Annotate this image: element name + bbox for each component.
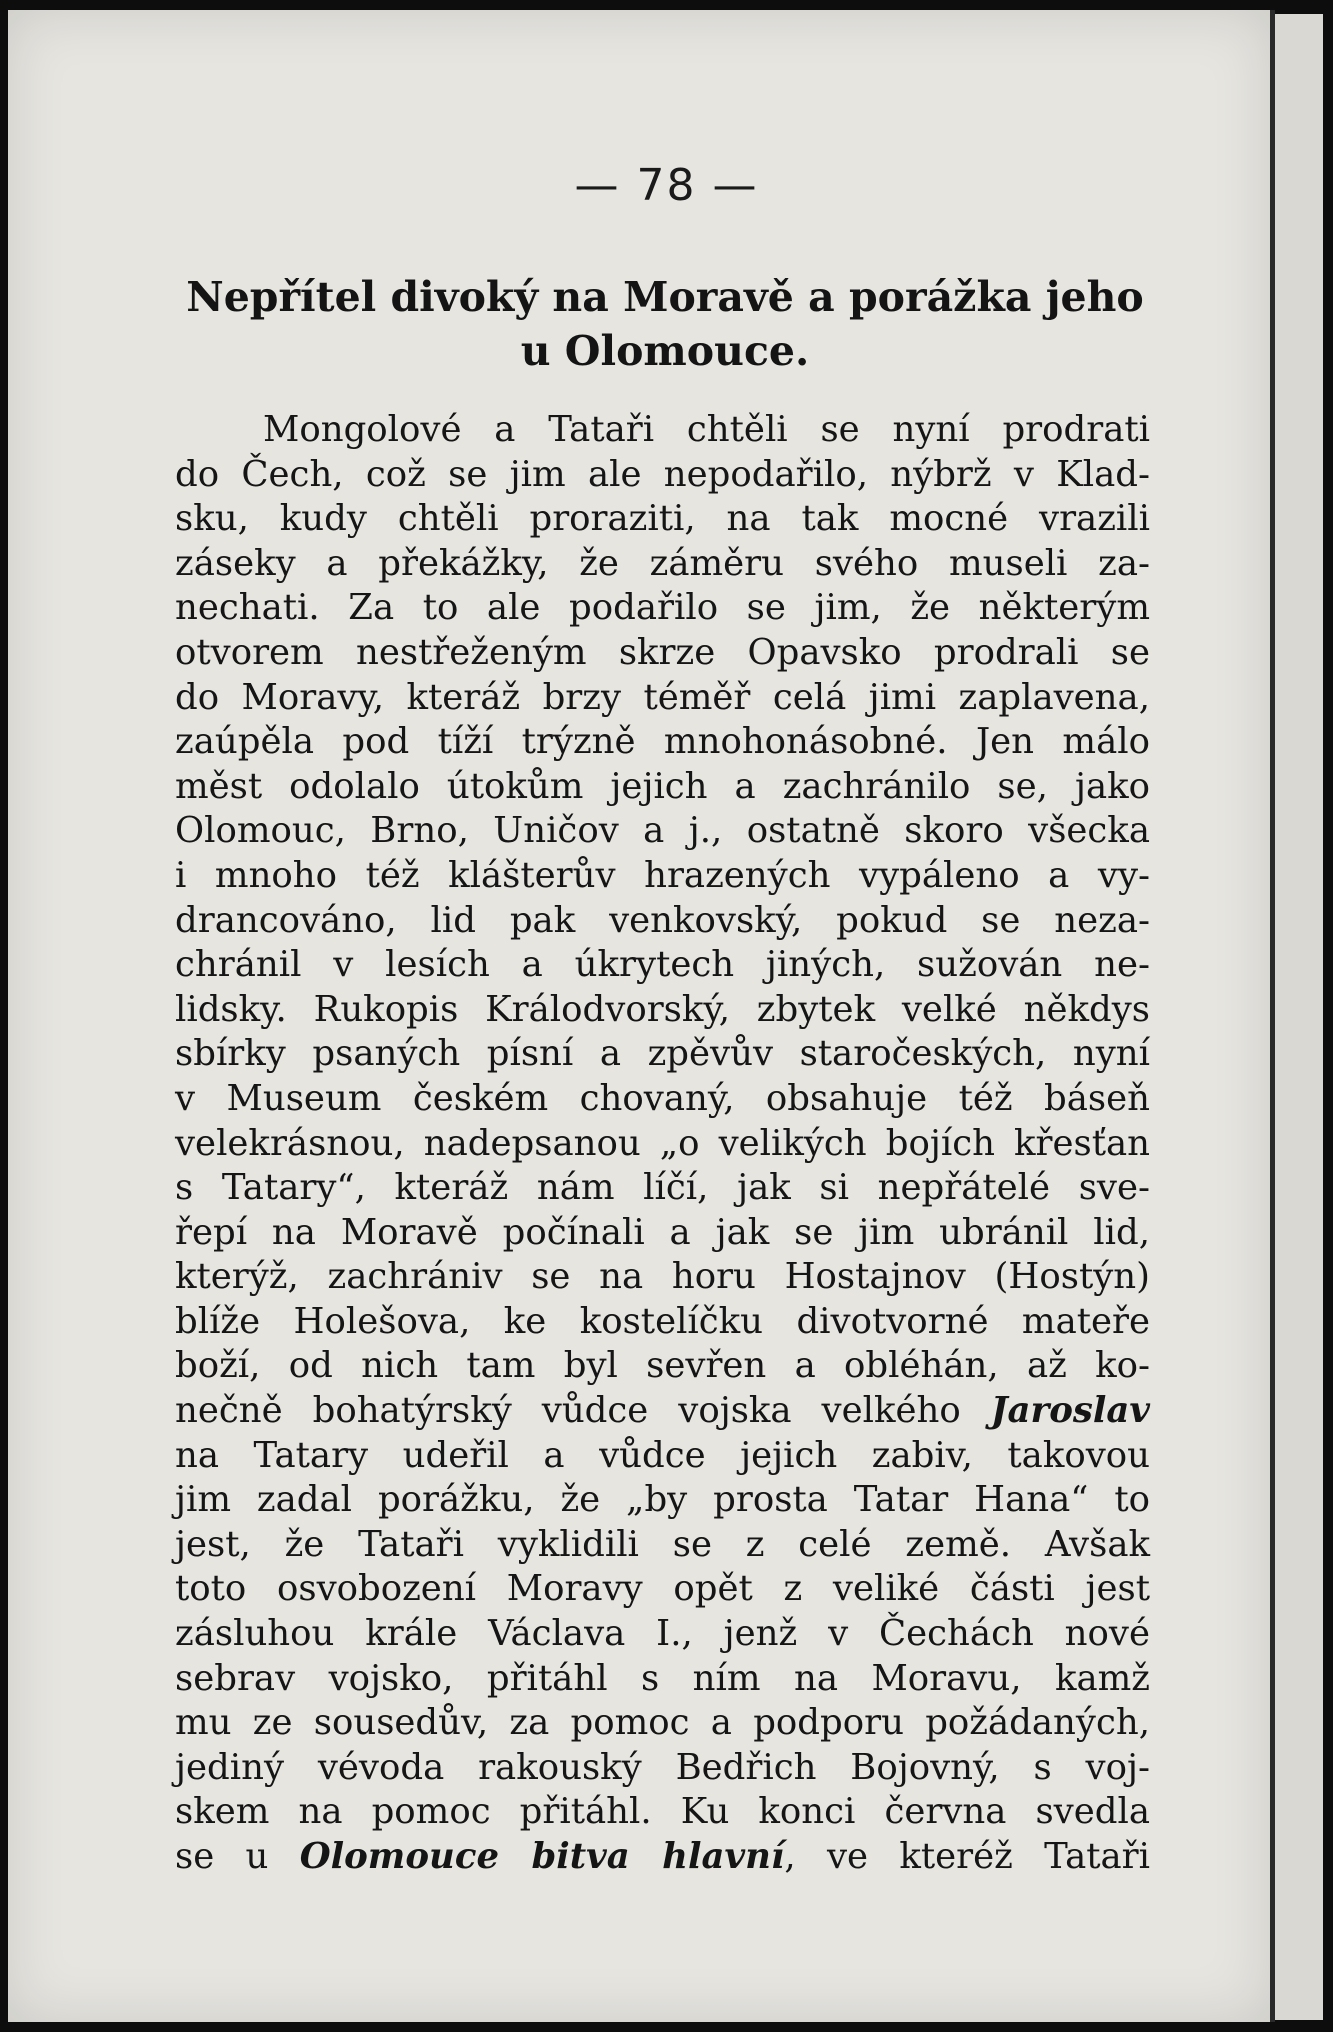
text-line: jim zadal porážku, že „by prosta Tatar Hana“ to: [175, 1479, 1150, 1521]
text-line: záseky a překážky, že záměru svého museli za-: [175, 542, 1150, 584]
text-line: sku, kudy chtěli proraziti, na tak mocné vrazili: [175, 498, 1150, 540]
italic-phrase: Olomouce bitva hlavní: [299, 1836, 785, 1877]
text-line: Mongolové a Tataři chtěli se nyní prodrati: [263, 409, 1150, 450]
text-line: chránil v lesích a úkrytech jiných, sužován ne-: [175, 944, 1150, 986]
text-line: velekrásnou, nadepsanou „o velikých bojích křesťan: [175, 1122, 1150, 1164]
text-line: sbírky psaných písní a zpěvův staročeských, nyní: [175, 1033, 1150, 1075]
page-number: — 78 —: [574, 160, 759, 211]
text-line: otvorem nestřeženým skrze Opavsko prodrali se: [175, 631, 1150, 673]
text-line: s Tatary“, kteráž nám líčí, jak si nepřátelé sve-: [175, 1167, 1150, 1209]
text-line: nechati. Za to ale podařilo se jim, že některým: [175, 587, 1150, 629]
text-line: lidsky. Rukopis Králodvorský, zbytek velké někdys: [175, 988, 1150, 1030]
text-line: toto osvobození Moravy opět z veliké části jest: [175, 1568, 1150, 1610]
text-line: jediný vévoda rakouský Bedřich Bojovný, s voj-: [175, 1746, 1150, 1788]
text-line: skem na pomoc přitáhl. Ku konci června svedla: [175, 1791, 1150, 1833]
text-line: blíže Holešova, ke kostelíčku divotvorné mateře: [175, 1300, 1150, 1342]
text-line: do Moravy, kteráž brzy téměř celá jimi zaplavena,: [175, 676, 1150, 718]
chapter-title: [175, 270, 1155, 378]
text-line: na Tatary udeřil a vůdce jejich zabiv, takovou: [175, 1434, 1150, 1476]
title-line: u Olomouce.: [520, 327, 810, 375]
text-line: boží, od nich tam byl sevřen a obléhán, až ko-: [175, 1345, 1150, 1387]
text-line: nečně bohatýrský vůdce vojska velkého Jaroslav: [175, 1390, 1150, 1432]
text-line: řepí na Moravě počínali a jak se jim ubránil lid,: [175, 1211, 1150, 1253]
text-line: kterýž, zachrániv se na horu Hostajnov (Hostýn): [175, 1256, 1150, 1298]
title-line: Nepřítel divoký na Moravě a porážka jeho: [186, 273, 1144, 321]
text-line: zásluhou krále Václava I., jenž v Čechách nové: [175, 1613, 1150, 1655]
text-line: sebrav vojsko, přitáhl s ním na Moravu, kamž: [175, 1657, 1150, 1699]
text-line: jest, že Tataři vyklidili se z celé země. Avšak: [175, 1523, 1150, 1565]
text-line: se u Olomouce bitva hlavní, ve kteréž Tataři: [175, 1836, 1150, 1877]
italic-name: Jaroslav: [990, 1390, 1150, 1432]
text-line: i mnoho též klášterův hrazených vypáleno a vy-: [175, 854, 1150, 896]
text-line: zaúpěla pod tíží trýzně mnohonásobné. Jen málo: [175, 721, 1150, 763]
text-line: mu ze sousedův, za pomoc a podporu požádaných,: [175, 1702, 1150, 1744]
text-line: v Museum českém chovaný, obsahuje též báseň: [175, 1077, 1150, 1119]
text-line: měst odolalo útokům jejich a zachránilo se, jako: [175, 765, 1150, 807]
text-line: drancováno, lid pak venkovský, pokud se neza-: [175, 899, 1150, 941]
text-line: Olomouc, Brno, Uničov a j., ostatně skoro všecka: [175, 810, 1150, 852]
next-page-edge: [1275, 14, 1323, 2020]
text-line: do Čech, což se jim ale nepodařilo, nýbrž v Klad-: [175, 453, 1150, 495]
body-text: [175, 408, 1150, 1880]
